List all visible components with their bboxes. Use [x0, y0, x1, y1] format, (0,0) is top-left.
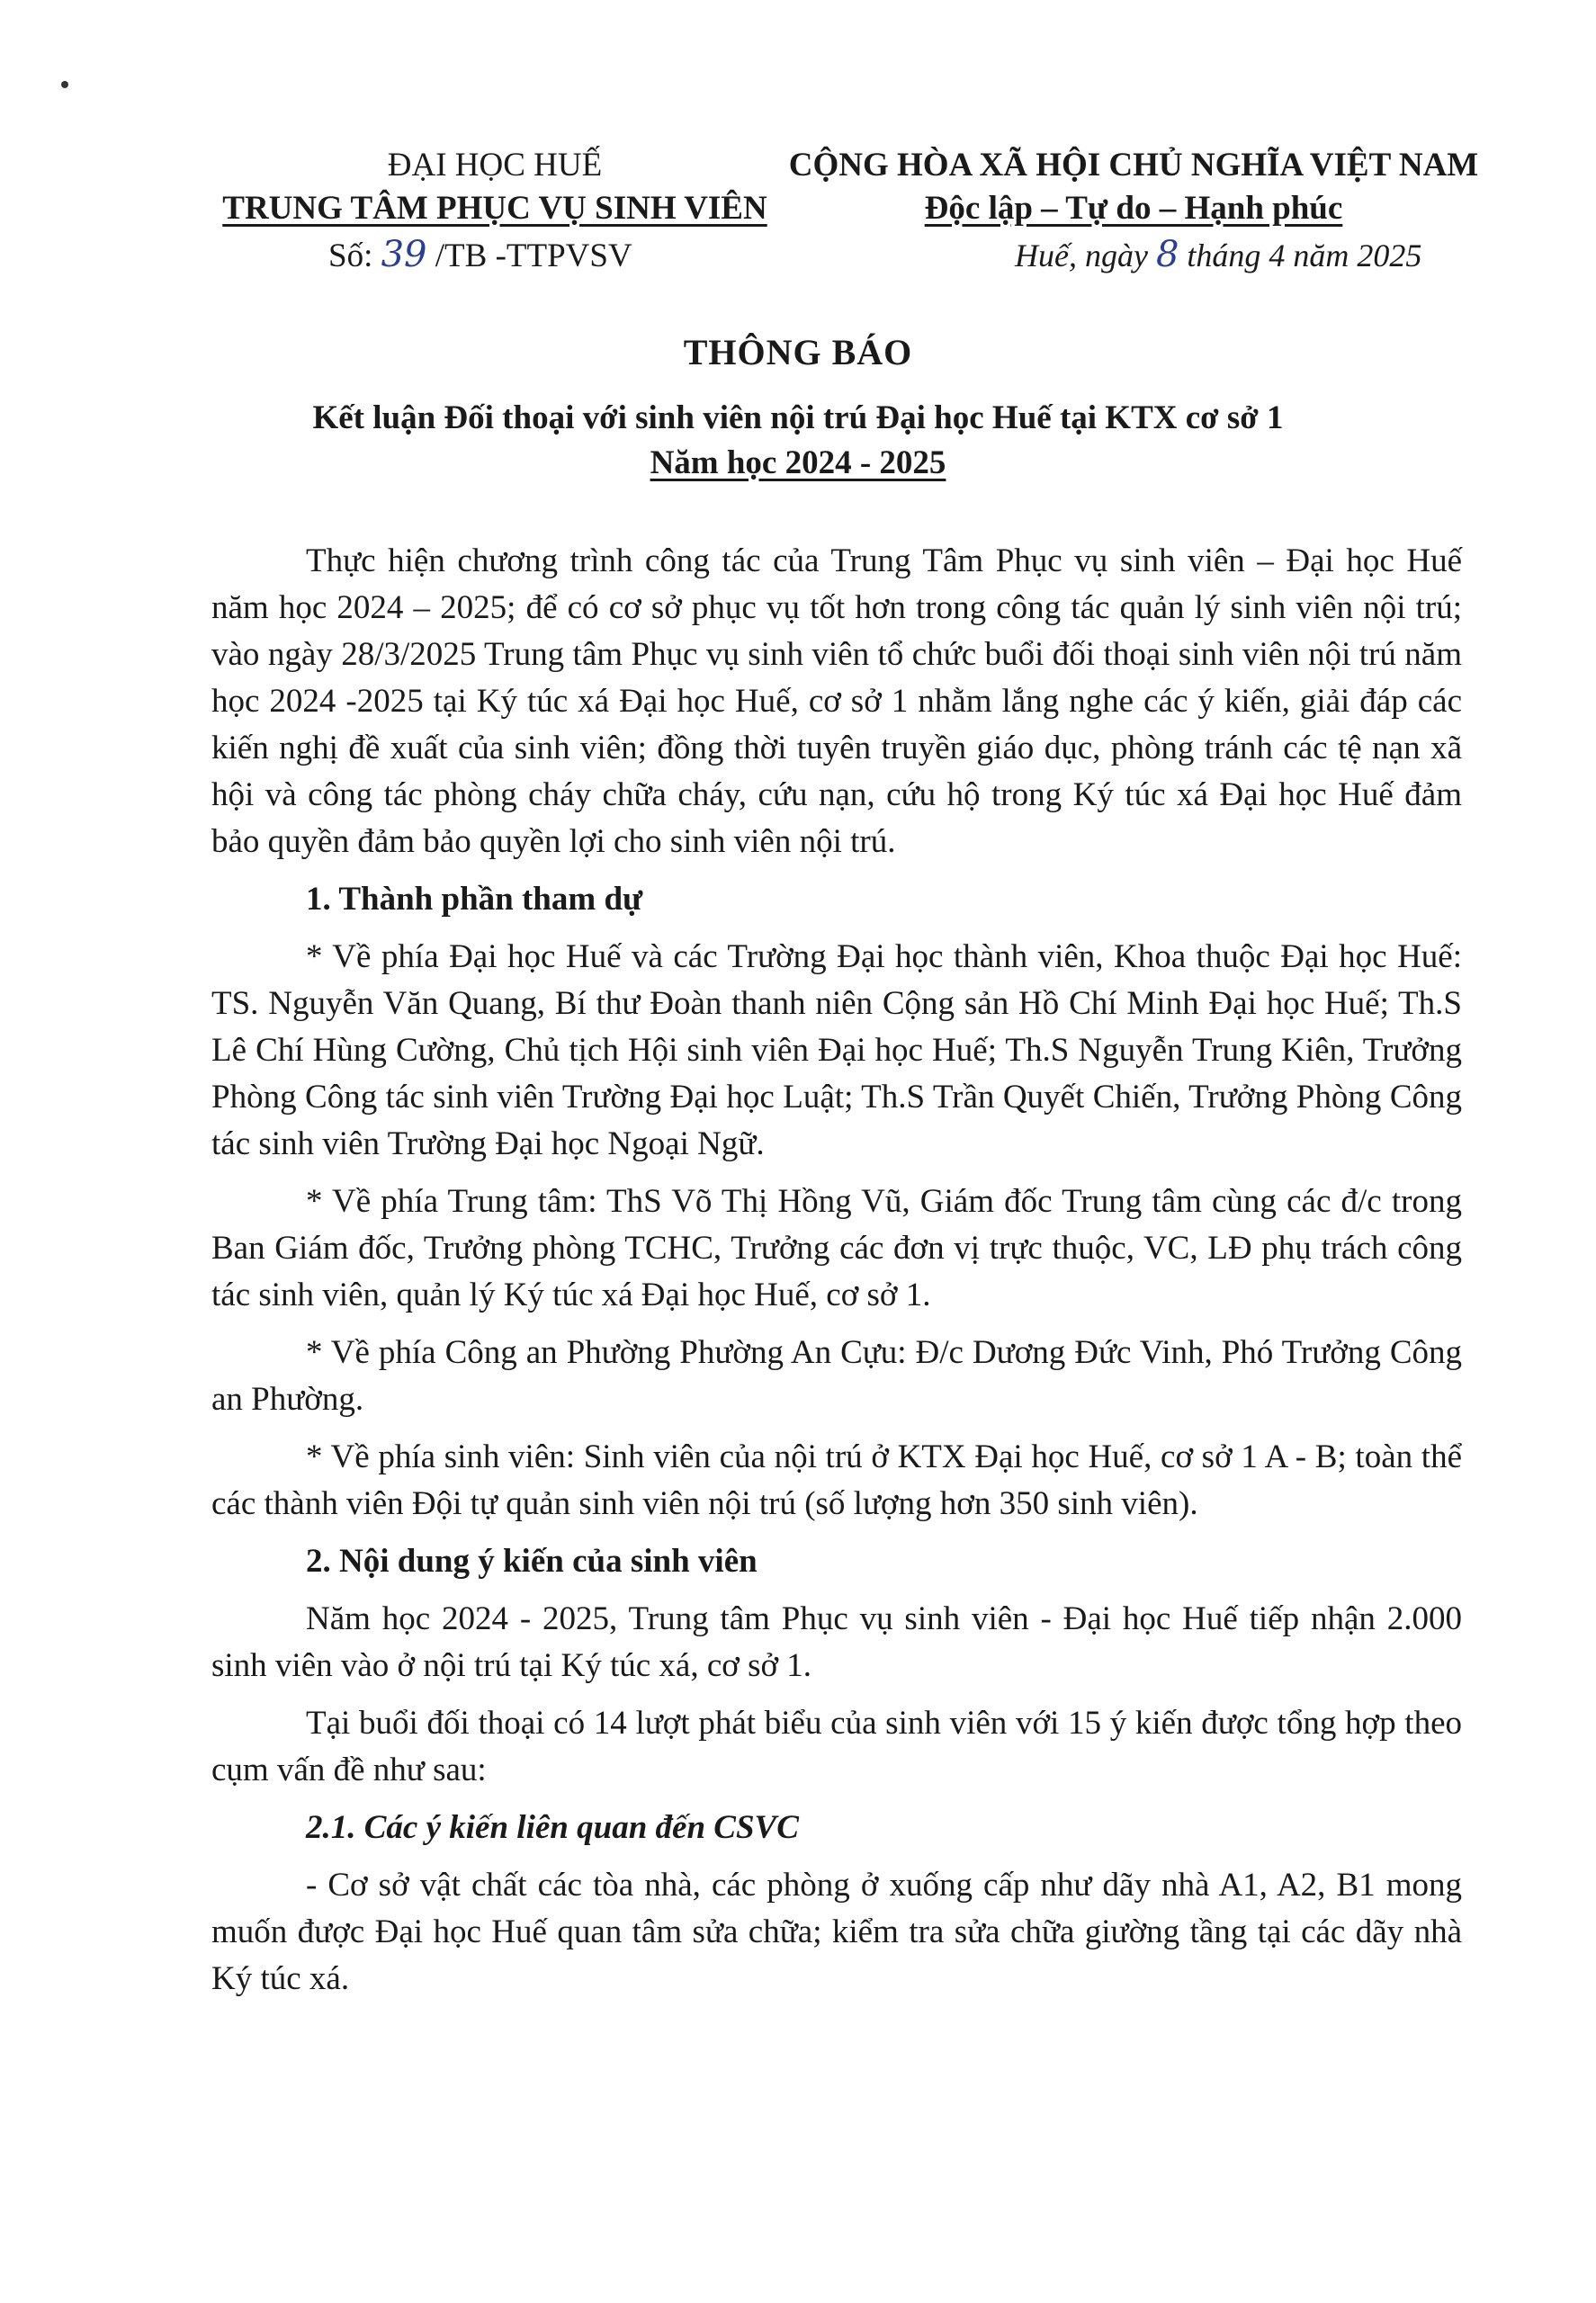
section-2-heading: 2. Nội dung ý kiến của sinh viên — [306, 1543, 758, 1580]
section-1-paragraph-1: * Về phía Đại học Huế và các Trường Đại học thành viên, Khoa thuộc Đại học Huế: TS. Nguyễn Văn Quang, Bí thư Đoàn thanh niên Cộng sản Hồ Chí Minh Đại học Huế; Th.S Lê Chí Hùng Cường, Chủ tịch Hội sinh viên Đại học Huế; Th.S Nguyễn Trung Kiên, Trưởng Phòng Công tác sinh viên Trường Đại học Luật; Th.S Trần Quyết Chiến, Trưởng Phòng Công tác sinh viên Trường Đại học Ngoại Ngữ. — [211, 938, 1462, 1162]
motto: Độc lập – Tự do – Hạnh phúc — [924, 190, 1343, 227]
section-2-1-paragraph-1: - Cơ sở vật chất các tòa nhà, các phòng ở xuống cấp như dãy nhà A1, A2, B1 mong muốn được Đại học Huế quan tâm sửa chữa; kiểm tra sửa chữa giường tầng tại các dãy nhà Ký túc xá. — [211, 1867, 1462, 1997]
section-1-paragraph-3: * Về phía Công an Phường Phường An Cựu: Đ/c Dương Đức Vinh, Phó Trưởng Công an Phường. — [211, 1334, 1462, 1418]
section-2-paragraph-1: Năm học 2024 - 2025, Trung tâm Phục vụ sinh viên - Đại học Huế tiếp nhận 2.000 sinh viên vào ở nội trú tại Ký túc xá, cơ sở 1. — [211, 1600, 1462, 1684]
section-1-paragraph-2: * Về phía Trung tâm: ThS Võ Thị Hồng Vũ, Giám đốc Trung tâm cùng các đ/c trong Ban Giám đốc, Trưởng phòng TCHC, Trưởng các đơn vị trực thuộc, VC, LĐ phụ trách công tác sinh viên, quản lý Ký túc xá Đại học Huế, cơ sở 1. — [211, 1183, 1462, 1313]
country-name: CỘNG HÒA XÃ HỘI CHỦ NGHĨA VIỆT NAM — [788, 147, 1479, 184]
ref-prefix: Số: — [328, 237, 373, 274]
section-2-1-heading: 2.1. Các ý kiến liên quan đến CSVC — [306, 1809, 799, 1846]
section-1-heading: 1. Thành phần tham dự — [306, 881, 643, 918]
section-2-paragraph-2: Tại buổi đối thoại có 14 lượt phát biểu của sinh viên với 15 ý kiến được tổng hợp theo cụm vấn đề như sau: — [211, 1705, 1462, 1788]
subtitle-line-2: Năm học 2024 - 2025 — [650, 444, 946, 481]
date-suffix: tháng 4 năm 2025 — [1187, 237, 1422, 273]
document-date — [1015, 234, 1421, 275]
subtitle-line-1: Kết luận Đối thoại với sinh viên nội trú Đại học Huế tại KTX cơ sở 1 — [312, 399, 1284, 436]
document-body — [211, 538, 1462, 2003]
date-prefix: Huế, ngày — [1015, 237, 1148, 273]
date-day-handwritten: 8 — [1155, 234, 1179, 275]
document-title: THÔNG BÁO — [683, 332, 913, 372]
national-motto-block — [774, 144, 1493, 230]
document-reference — [328, 234, 632, 275]
scan-speck — [61, 81, 68, 88]
document-subtitle — [0, 396, 1596, 486]
issuer-parent: ĐẠI HỌC HUẾ — [387, 147, 603, 184]
issuer-block — [207, 144, 783, 230]
document-header — [0, 144, 1596, 288]
intro-paragraph: Thực hiện chương trình công tác của Trung Tâm Phục vụ sinh viên – Đại học Huế năm học 2024 – 2025; để có cơ sở phục vụ tốt hơn trong công tác quản lý sinh viên nội trú; vào ngày 28/3/2025 Trung tâm Phục vụ sinh viên tổ chức buổi đối thoại sinh viên nội trú năm học 2024 -2025 tại Ký túc xá Đại học Huế, cơ sở 1 nhằm lắng nghe các ý kiến, giải đáp các kiến nghị đề xuất của sinh viên; đồng thời tuyên truyền giáo dục, phòng tránh các tệ nạn xã hội và công tác phòng cháy chữa cháy, cứu nạn, cứu hộ trong Ký túc xá Đại học Huế đảm bảo quyền đảm bảo quyền lợi cho sinh viên nội trú. — [211, 542, 1462, 860]
ref-number-handwritten: 39 — [381, 234, 427, 275]
issuer-unit: TRUNG TÂM PHỤC VỤ SINH VIÊN — [222, 190, 767, 227]
ref-suffix: /TB -TTPVSV — [435, 237, 632, 274]
section-1-paragraph-4: * Về phía sinh viên: Sinh viên của nội trú ở KTX Đại học Huế, cơ sở 1 A - B; toàn thể các thành viên Đội tự quản sinh viên nội trú (số lượng hơn 350 sinh viên). — [211, 1438, 1462, 1522]
